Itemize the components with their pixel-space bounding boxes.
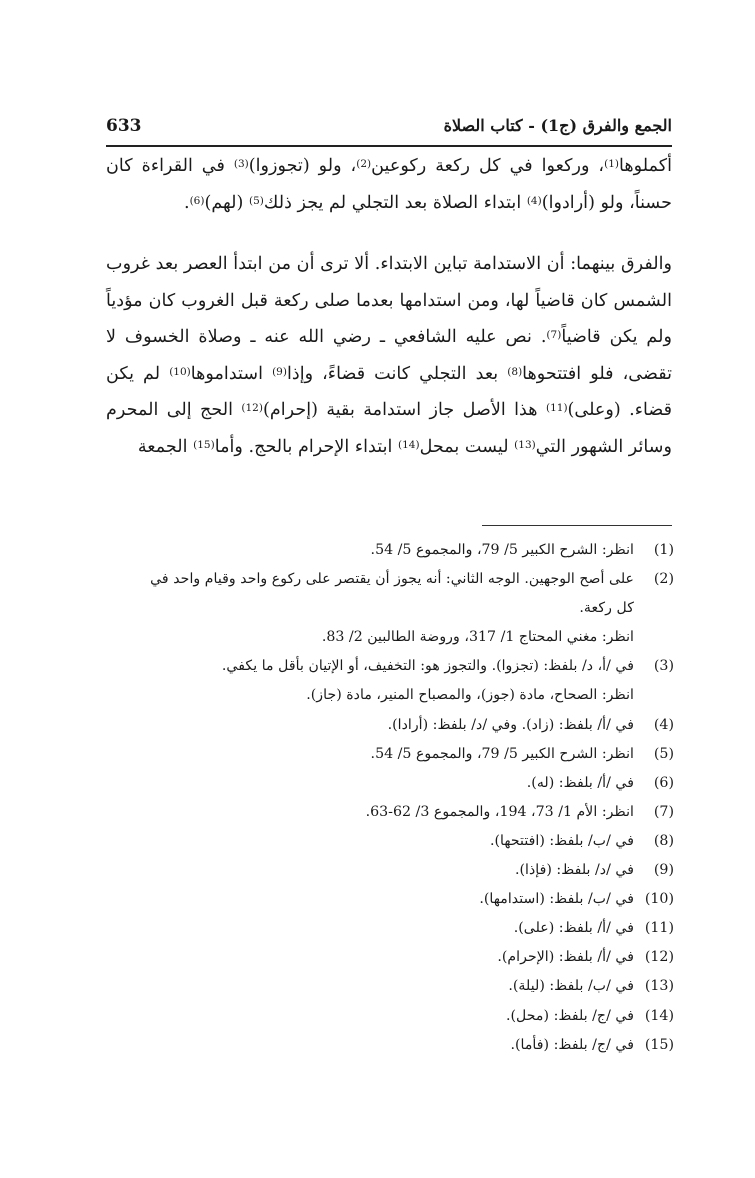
footnote-number: (12) [644, 949, 674, 966]
footnote-ref: (8) [507, 365, 523, 378]
footnote-text: في /أ/ بلفظ: (الإحرام). [497, 949, 634, 966]
footnote-text: في /أ/ بلفظ: (على). [513, 920, 634, 937]
footnote [100, 652, 678, 710]
footnote-text: انظر: الأم 1/ 73، 194، والمجموع 3/ 62-63. [365, 803, 634, 820]
text-run: ابتداء الصلاة بعد التجلي لم يجز ذلك [263, 192, 527, 213]
footnote-number: (8) [653, 832, 674, 849]
footnotes [100, 536, 678, 1060]
text-run: (لهم) [204, 192, 249, 213]
footnote [100, 1031, 678, 1060]
footnote [100, 769, 678, 798]
footnote [100, 972, 678, 1001]
text-run: . نص عليه الشافعي ـ رضي الله عنه ـ وصلاة الخسوف لا تقضى، فلو افتتحوها [106, 327, 673, 384]
footnote-ref: (4) [526, 194, 542, 207]
footnote [100, 565, 678, 652]
footnote-number: (1) [653, 542, 674, 558]
footnote-number: (7) [653, 803, 674, 820]
footnote-number: (6) [653, 774, 674, 791]
footnote-text: في /د/ بلفظ: (فإذا). [514, 862, 634, 879]
footnote-text: في /ج/ بلفظ: (محل). [505, 1007, 634, 1024]
footnote-number: (13) [644, 978, 674, 995]
page-header [106, 116, 672, 144]
running-title: الجمع والفرق (ج1) - كتاب الصلاة [443, 116, 672, 135]
footnote-ref: (1) [604, 158, 620, 170]
page-number: 633 [106, 116, 142, 136]
footnote [100, 885, 678, 914]
footnote [100, 711, 678, 740]
footnote-text: في /أ، د/ بلفظ: (تجزوا). والتجوز هو: التخفيف، أو الإتيان بأقل ما يكفي. [221, 658, 634, 675]
footnote [100, 943, 678, 972]
footnote-ref: (12) [241, 402, 263, 414]
footnote-number: (14) [644, 1007, 674, 1024]
footnote-ref: (13) [514, 438, 536, 451]
footnote-text: في /ب/ بلفظ: (افتتحها). [489, 832, 634, 849]
footnote-separator [482, 525, 672, 526]
footnote-text: كل ركعة. [579, 600, 634, 617]
footnote-number: (15) [644, 1036, 674, 1053]
footnote-ref: (11) [545, 402, 568, 414]
paragraph-1 [106, 148, 672, 221]
footnote-text: على أصح الوجهين. الوجه الثاني: أنه يجوز أن يقتصر على ركوع واحد وقيام واحد في [150, 571, 634, 588]
footnote-number: (4) [653, 716, 674, 733]
footnote [100, 914, 678, 943]
text-run: في القراءة كان حسناً، ولو (أرادوا) [106, 156, 672, 213]
text-run: لم يكن قضاء. (وعلى) [106, 363, 673, 420]
footnote-text: في /ج/ بلفظ: (فأما). [510, 1036, 634, 1053]
text-run: والفرق بينهما: أن الاستدامة تباين الابتداء. ألا ترى أن من ابتدأ العصر بعد غروب الشمس كان قاضياً لها، ومن استدامها بعدما صلى ركعة قبل الغروب كان مؤدياً ولم يكن قاضياً [106, 254, 673, 347]
text-run: بعد التجلي كانت قضاءً، وإذا [286, 363, 508, 384]
footnote [100, 536, 678, 565]
footnote-number: (2) [653, 571, 674, 588]
text-run: ، ولو (تجوزوا) [248, 156, 357, 176]
footnote-text: في /أ/ بلفظ: (له). [526, 774, 634, 791]
footnote-ref: (3) [233, 158, 249, 170]
footnote-text: في /ب/ بلفظ: (استدامها). [479, 891, 634, 908]
text-run: هذا الأصل جاز استدامة بقية (إحرام) [262, 400, 546, 420]
footnote-ref: (5) [248, 194, 264, 207]
footnote-number: (5) [653, 745, 674, 762]
footnote [100, 856, 678, 885]
text-run: أكملوها [619, 156, 673, 176]
header-rule [106, 145, 672, 147]
footnote-ref: (15) [193, 438, 215, 451]
footnote-number: (10) [644, 891, 674, 908]
text-run: الجمعة [137, 436, 194, 457]
text-run: ابتداء الإحرام بالحج. وأما [214, 436, 398, 457]
footnote-text: في /أ/ بلفظ: (زاد). وفي /د/ بلفظ: (أرادا). [387, 716, 634, 733]
footnote-ref: (14) [397, 438, 420, 451]
text-run: استداموها [190, 363, 273, 384]
footnote-text: انظر: الصحاح، مادة (جوز)، والمصباح المنير، مادة (جاز). [306, 687, 634, 704]
text-run: ، وركعوا في كل ركعة ركوعين [371, 156, 605, 176]
footnote-ref: (2) [356, 158, 372, 170]
footnote-number: (11) [644, 920, 674, 937]
footnote-ref: (6) [189, 194, 205, 207]
footnote-text: في /ب/ بلفظ: (ليلة). [508, 978, 634, 995]
footnote-ref: (9) [272, 365, 287, 378]
footnote [100, 740, 678, 769]
text-run: . [183, 192, 190, 213]
footnote-text: انظر: الشرح الكبير 5/ 79، والمجموع 5/ 54. [370, 745, 634, 762]
footnote-text: انظر: مغني المحتاج 1/ 317، وروضة الطالبين 2/ 83. [321, 629, 634, 646]
footnote-number: (3) [653, 658, 674, 675]
main-text [106, 148, 672, 465]
footnote-number: (9) [653, 862, 674, 879]
footnote-ref: (7) [546, 329, 562, 341]
footnote-text: انظر: الشرح الكبير 5/ 79، والمجموع 5/ 54. [370, 542, 634, 558]
footnote-ref: (10) [169, 365, 191, 378]
paragraph-2 [106, 246, 672, 465]
text-run: الحج إلى المحرم وسائر الشهور التي [106, 400, 672, 457]
footnote [100, 1002, 678, 1031]
text-run: ليست بمحل [419, 436, 515, 457]
footnote [100, 798, 678, 827]
footnote [100, 827, 678, 856]
